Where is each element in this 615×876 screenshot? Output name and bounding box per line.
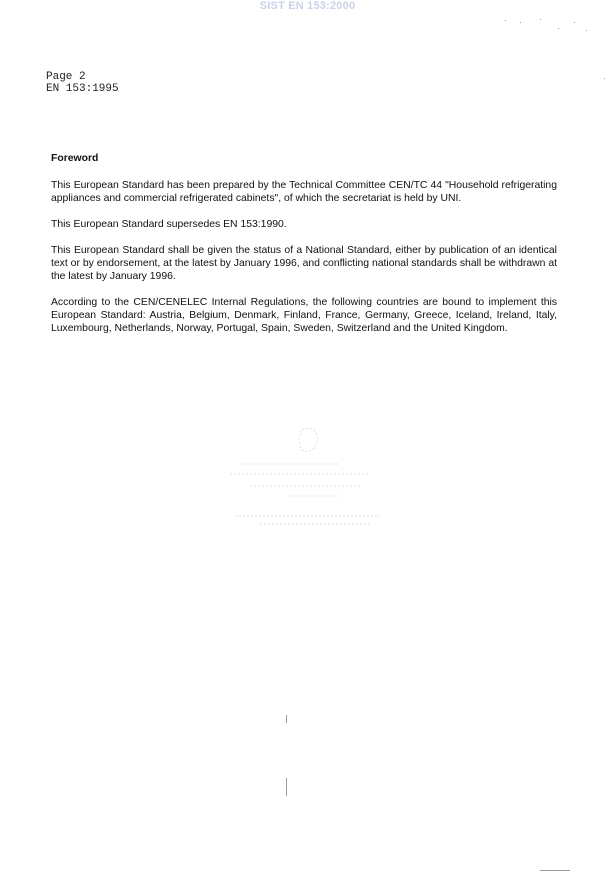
scan-speck bbox=[286, 715, 287, 723]
page-reference bbox=[46, 71, 119, 95]
page-number: Page 2 bbox=[46, 71, 86, 83]
foreword-paragraph-2: This European Standard supersedes EN 153:1990. bbox=[51, 219, 287, 230]
scan-speck bbox=[574, 22, 575, 23]
scan-speck bbox=[586, 30, 587, 31]
watermark: SIST EN 153:2000 bbox=[259, 0, 356, 12]
faint-stamp-image bbox=[220, 424, 400, 534]
foreword-heading: Foreword bbox=[51, 153, 99, 164]
foreword-paragraph-1: This European Standard has been prepared by the Technical Committee CEN/TC 44 "Household refrigerating appliances and commercial refrigerated cabinets", of which the secretariat is held by UNI. bbox=[51, 180, 557, 204]
scan-speck bbox=[520, 22, 521, 23]
scan-speck bbox=[505, 20, 506, 21]
scan-speck bbox=[604, 78, 605, 79]
foreword-paragraph-3: This European Standard shall be given the status of a National Standard, either by publication of an identical text or by endorsement, at the latest by January 1996, and conflicting national standards shall be withdrawn at the latest by January 1996. bbox=[51, 245, 557, 282]
scan-speck bbox=[540, 19, 541, 20]
foreword-section bbox=[51, 152, 557, 348]
standard-number: EN 153:1995 bbox=[46, 83, 119, 95]
foreword-paragraph-4: According to the CEN/CENELEC Internal Regulations, the following countries are bound to implement this European Standard: Austria, Belgium, Denmark, Finland, France, Germany, Greece, Iceland, Ireland, Italy, Luxembourg, Netherlands, Norway, Portugal, Spain, Sweden, Switzerland and the United Kingdom. bbox=[51, 297, 557, 334]
scan-speck bbox=[540, 870, 570, 871]
scan-speck bbox=[286, 778, 287, 796]
scan-speck bbox=[558, 28, 559, 29]
